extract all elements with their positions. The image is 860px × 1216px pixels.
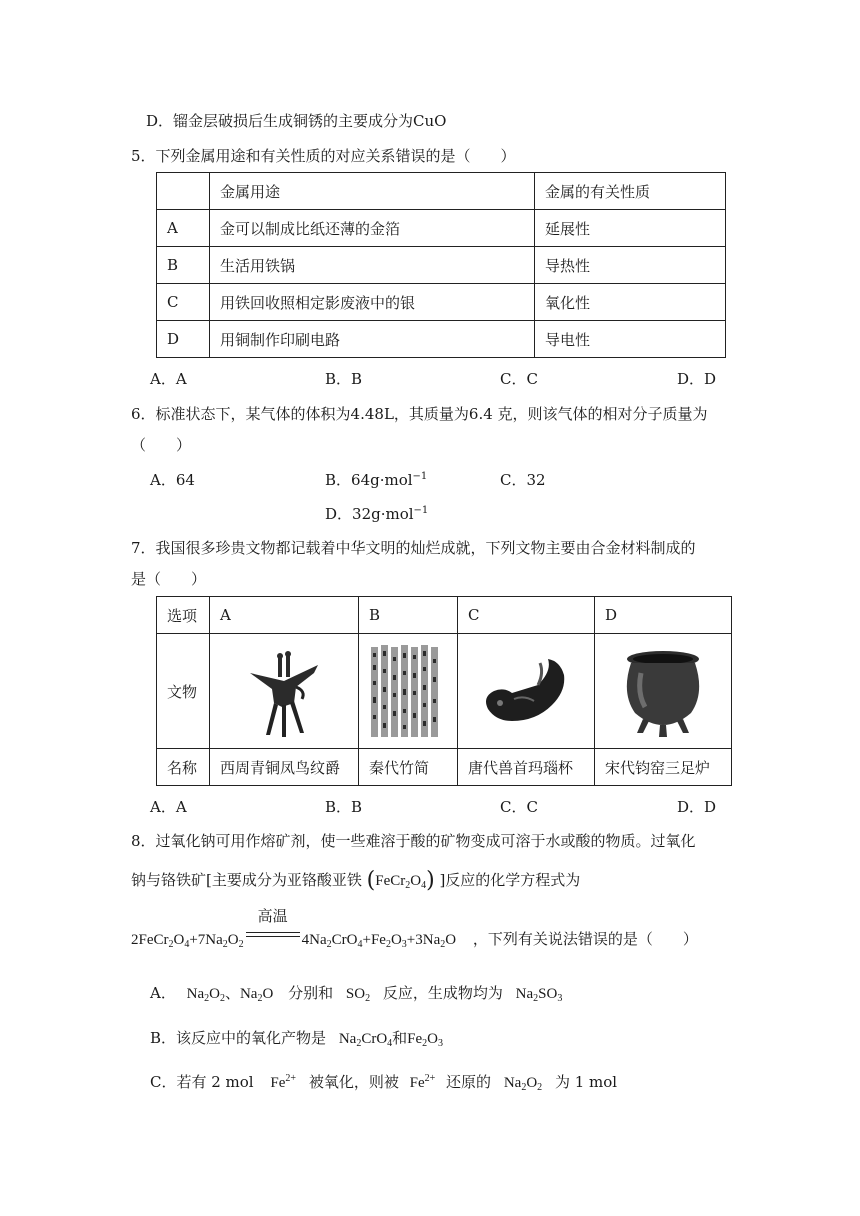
table-row <box>157 247 726 284</box>
q5-row-use: 生活用铁锅 <box>210 247 535 284</box>
q8-stem-line1: 8．过氧化钠可用作熔矿剂，使一些难溶于酸的矿物变成可溶于水或酸的物质。过氧化 <box>131 832 696 850</box>
table-row <box>157 321 726 358</box>
q7-stem-line2: 是（ ） <box>131 570 207 588</box>
q7-table <box>156 596 732 786</box>
q5-row-use: 金可以制成比纸还薄的金箔 <box>210 210 535 247</box>
q6-stem-line1: 6．标准状态下，某气体的体积为4.48L，其质量为6.4 克，则该气体的相对分子质量为 <box>131 405 708 423</box>
q5-choice-c[interactable]: C．C <box>500 370 538 388</box>
q5-row-use: 用铁回收照相定影废液中的银 <box>210 284 535 321</box>
q8-option-c[interactable]: C．若有 2 mol $Fe^{2+}$ 被氧化，则被 $Fe^{2+}$ 还原的 $Na_2O_2$ 为 1 mol <box>150 1073 618 1093</box>
q7-name-b: 秦代竹简 <box>359 749 458 786</box>
q5-header-use: 金属用途 <box>210 173 535 210</box>
bamboo-slips-icon <box>369 641 447 741</box>
q8-equation: $2FeCr_2O_4+7Na_2O_2$ 高温 $4Na_2CrO_4+Fe_2O_3+3Na_2O$ ，下列有关说法错误的是（ ） <box>131 907 698 950</box>
q5-row-use: 用铜制作印刷电路 <box>210 321 535 358</box>
q8-option-a[interactable]: A． $Na_2O_2$、$Na_2O$ 分别和 $SO_2$ 反应，生成物均为 $Na_2SO_3$ <box>150 984 563 1004</box>
q7-row-names <box>157 749 732 786</box>
q7-choice-c[interactable]: C．C <box>500 798 538 816</box>
q5-row-property: 导电性 <box>535 321 726 358</box>
q8-stem-line2: 钠与铬铁矿[主要成分为亚铬酸亚铁 $(FeCr_2O_4)$ ]反应的化学方程式为 <box>131 868 581 893</box>
q5-row-letter: A <box>157 210 210 247</box>
q7-row-label-artifact: 文物 <box>157 634 210 749</box>
q7-stem-line1: 7．我国很多珍贵文物都记载着中华文明的灿烂成就，下列文物主要由合金材料制成的 <box>131 539 696 557</box>
q5-row-property: 氧化性 <box>535 284 726 321</box>
table-row <box>157 284 726 321</box>
q5-header-blank <box>157 173 210 210</box>
q5-row-property: 导热性 <box>535 247 726 284</box>
q5-choice-d[interactable]: D．D <box>677 370 717 388</box>
q5-stem: 5．下列金属用途和有关性质的对应关系错误的是（ ） <box>131 147 516 165</box>
q5-row-letter: B <box>157 247 210 284</box>
q7-row-label-option: 选项 <box>157 597 210 634</box>
q7-artifact-a <box>210 634 359 749</box>
q7-choice-d[interactable]: D．D <box>677 798 717 816</box>
q7-name-d: 宋代钧窑三足炉 <box>595 749 732 786</box>
q7-name-a: 西周青铜凤鸟纹爵 <box>210 749 359 786</box>
q7-name-c: 唐代兽首玛瑙杯 <box>458 749 595 786</box>
q8-option-b[interactable]: B．该反应中的氧化产物是 $Na_2CrO_4$和$Fe_2O_3$ <box>150 1029 444 1049</box>
q5-choice-a[interactable]: A．A <box>150 370 187 388</box>
table-row <box>157 210 726 247</box>
q6-choice-b[interactable]: B．64g·mol$^{-1}$ <box>325 471 428 489</box>
q7-choice-b[interactable]: B．B <box>325 798 363 816</box>
q5-header-property: 金属的有关性质 <box>535 173 726 210</box>
q7-col-d-letter: D <box>595 597 732 634</box>
q5-row-letter: C <box>157 284 210 321</box>
q7-col-c-letter: C <box>458 597 595 634</box>
bronze-jue-vessel-icon <box>244 643 324 739</box>
q7-row-artifacts <box>157 634 732 749</box>
q7-col-a-letter: A <box>210 597 359 634</box>
q7-artifact-d <box>595 634 732 749</box>
q7-row-label-name: 名称 <box>157 749 210 786</box>
q6-choice-d[interactable]: D．32g·mol$^{-1}$ <box>325 505 429 523</box>
q5-table-header-row <box>157 173 726 210</box>
q8-formula-fecr2o4: $FeCr_2O_4$ <box>375 873 427 891</box>
q6-choice-a[interactable]: A．64 <box>150 471 195 489</box>
agate-cup-icon <box>478 651 574 731</box>
q7-artifact-b <box>359 634 458 749</box>
q7-row-options <box>157 597 732 634</box>
q6-choice-c[interactable]: C．32 <box>500 471 546 489</box>
q5-table <box>156 172 726 358</box>
q5-choice-b[interactable]: B．B <box>325 370 363 388</box>
tripod-censer-icon <box>613 643 713 739</box>
q7-col-b-letter: B <box>359 597 458 634</box>
q8-equation-products: $4Na_2CrO_4+Fe_2O_3+3Na_2O$ <box>301 932 457 950</box>
q5-row-letter: D <box>157 321 210 358</box>
reaction-arrow-icon: 高温 <box>246 925 300 947</box>
q6-stem-line2: （ ） <box>131 436 192 454</box>
q5-row-property: 延展性 <box>535 210 726 247</box>
q7-artifact-c <box>458 634 595 749</box>
q8-equation-reactants: $2FeCr_2O_4+7Na_2O_2$ <box>131 932 244 950</box>
q7-choice-a[interactable]: A．A <box>150 798 187 816</box>
q4-option-d: D．镏金层破损后生成铜锈的主要成分为CuO <box>146 112 447 130</box>
